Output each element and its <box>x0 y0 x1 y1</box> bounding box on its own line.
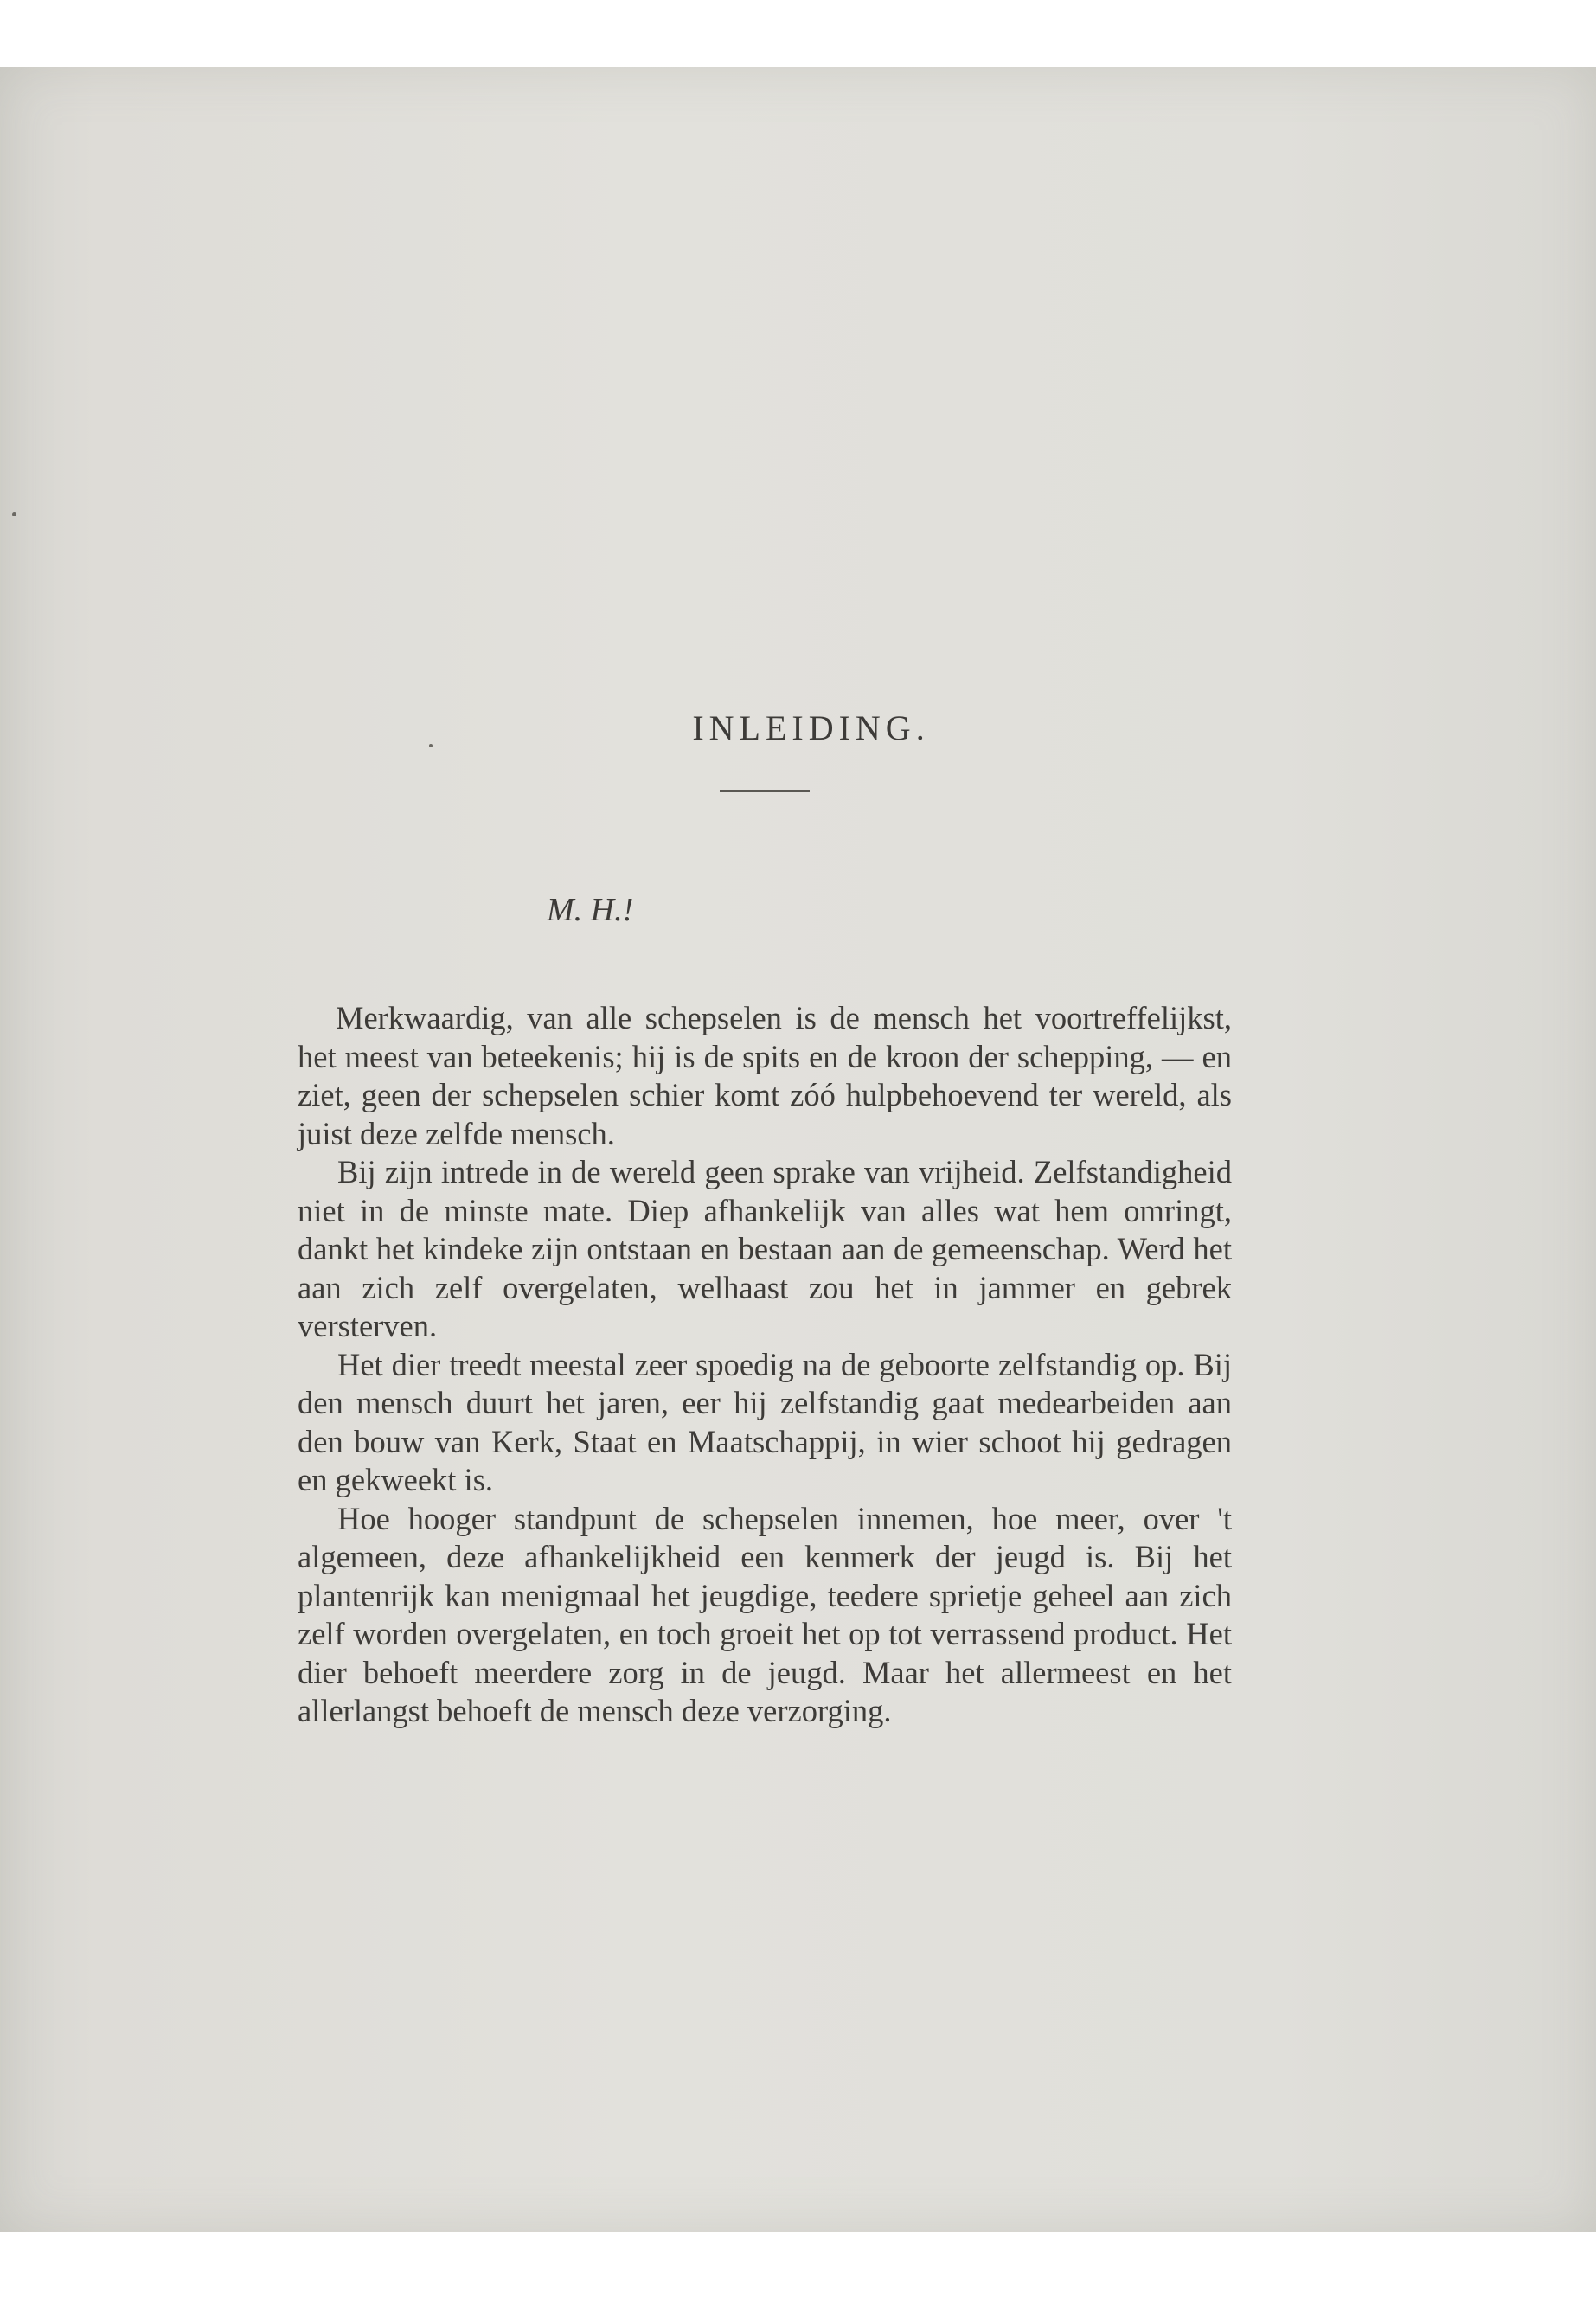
paragraph: Het dier treedt meestal zeer spoedig na de geboorte zelfstandig op. Bij den mensch duurt het jaren, eer hij zelfstandig gaat medearbeiden aan den bouw van Kerk, Staat en Maatschappij, in wier schoot hij gedragen en gekweekt is. <box>298 1346 1232 1497</box>
body-text <box>298 999 1232 1731</box>
paragraph: Merkwaardig, van alle schepselen is de mensch het voortreffelijkst, het meest van beteekenis; hij is de spits en de kroon der schepping, — en ziet, geen der schepselen schier komt zóó hulpbehoevend ter wereld, als juist deze zelfde mensch. <box>298 1000 1232 1151</box>
heading-divider <box>720 790 810 792</box>
paragraph: Hoe hooger standpunt de schepselen innemen, hoe meer, over 't algemeen, deze afhankelijkheid een kenmerk der jeugd is. Bij het plantenrijk kan menigmaal het jeugdige, teedere sprietje geheel aan zich zelf worden overgelaten, en toch groeit het op tot verrassend product. Het dier behoeft meerdere zorg in de jeugd. Maar het allermeest en het allerlangst behoeft de mensch deze verzorging. <box>298 1500 1232 1728</box>
paragraph: Bij zijn intrede in de wereld geen sprake van vrijheid. Zelfstandigheid niet in de minste mate. Diep afhankelijk van alles wat hem omringt, dankt het kindeke zijn ontstaan en bestaan aan de gemeenschap. Werd het aan zich zelf overgelaten, welhaast zou het in jammer en gebrek versterven. <box>298 1154 1232 1343</box>
salutation: M. H.! <box>547 892 634 928</box>
chapter-heading: INLEIDING. <box>692 708 930 747</box>
paper-speck <box>12 512 16 516</box>
